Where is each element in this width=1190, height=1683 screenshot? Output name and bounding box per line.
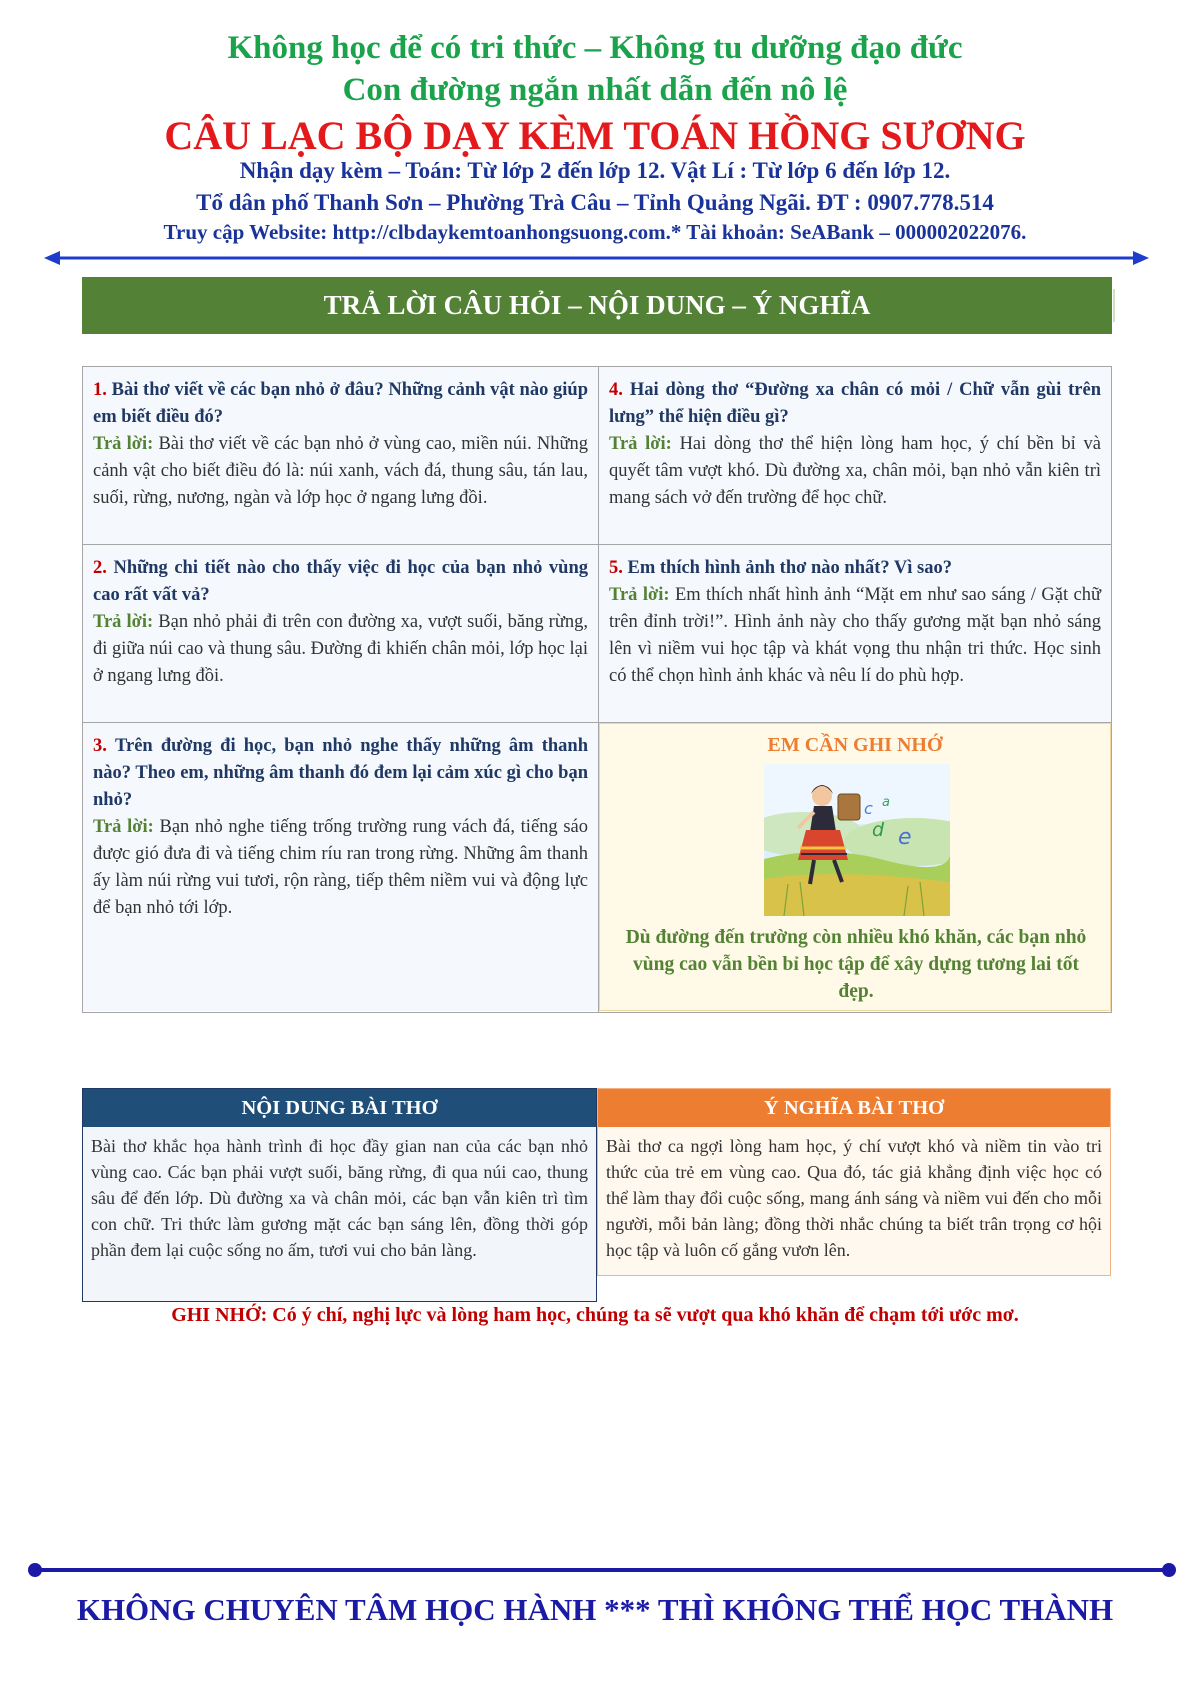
motto-line-2: Con đường ngắn nhất dẫn đến nô lệ [342,72,848,108]
question-text: Trên đường đi học, bạn nhỏ nghe thấy những âm thanh nào? Theo em, những âm thanh đó đem lại cảm xúc gì cho bạn nhỏ? [93,736,588,810]
section-banner [82,277,1112,334]
teaching-info: Nhận dạy kèm – Toán: Từ lớp 2 đến lớp 12. Vật Lí : Từ lớp 6 đến lớp 12. [239,158,951,183]
qa-cell-1 [83,367,598,544]
address-info: Tổ dân phố Thanh Sơn – Phường Trà Câu – Tỉnh Quảng Ngãi. ĐT : 0907.778.514 [196,190,994,215]
question-text: Bài thơ viết về các bạn nhỏ ở đâu? Những cảnh vật nào giúp em biết điều đó? [93,380,589,427]
answer-text: Bài thơ viết về các bạn nhỏ ở vùng cao, miền núi. Những cảnh vật cho biết điều đó là: núi xanh, vách đá, thung sâu, tán lau, suối, rừng, nương, ngàn và lớp học ở ngang lưng đồi. [93,434,589,508]
question-number: 1. [93,380,107,400]
banner-edge-mark [1113,289,1115,322]
club-title: CÂU LẠC BỘ DẠY KÈM TOÁN HỒNG SƯƠNG [164,113,1026,158]
remember-note [599,723,1111,1011]
answer-text: Bạn nhỏ nghe tiếng trống trường rung vách đá, tiếng sáo được gió đưa đi và tiếng chim ríu ran trong rừng. Những âm thanh ấy làm núi rừng vui tươi, rộn ràng, tiếp thêm niềm vui và động lực để bạn nhỏ tới lớp. [93,817,589,918]
qa-grid [82,366,1112,1013]
note-title: EM CẦN GHI NHỚ [767,734,943,756]
footer-motto: KHÔNG CHUYÊN TÂM HỌC HÀNH *** THÌ KHÔNG THỂ HỌC THÀNH [76,1592,1114,1627]
answer-text: Hai dòng thơ thể hiện lòng ham học, ý chí bền bỉ và quyết tâm vượt khó. Dù đường xa, chân mỏi, bạn nhỏ vẫn kiên trì mang sách vở đến trường để học chữ. [609,434,1102,508]
website-info: Truy cập Website: http://clbdaykemtoanhongsuong.com.* Tài khoản: SeABank – 000002022076. [163,220,1027,244]
footer-divider [28,1563,1176,1577]
question-number: 4. [609,380,623,400]
poem-content-box [82,1088,597,1302]
question-number: 3. [93,736,107,756]
answer-text: Em thích nhất hình ảnh “Mặt em như sao sáng / Gặt chữ trên đỉnh trời!”. Hình ảnh này cho thấy gương mặt bạn nhỏ sáng lên vì niềm vui học tập và khát vọng thu nhận tri thức. Học sinh có thể chọn hình ảnh khác và nêu lí do phù hợp. [609,585,1101,686]
poem-meaning-text: Bài thơ ca ngợi lòng ham học, ý chí vượt khó và niềm tin vào tri thức của trẻ em vùng cao. Qua đó, tác giả khẳng định việc học có thể làm thay đổi cuộc sống, mang ánh sáng và niềm vui đến cho mỗi người, mỗi bản làng; đồng thời nhắc chúng ta biết trân trọng cơ hội học tập và luôn cố gắng vươn lên. [598,1127,1110,1275]
poem-meaning-title: Ý NGHĨA BÀI THƠ [598,1089,1110,1127]
banner-title: TRẢ LỜI CÂU HỎI – NỘI DUNG – Ý NGHĨA [323,290,871,320]
question-text: Những chi tiết nào cho thấy việc đi học của bạn nhỏ vùng cao rất vất vả? [93,558,588,605]
answer-label: Trả lời: [93,434,154,454]
motto-line-1: Không học để có tri thức – Không tu dưỡng đạo đức [227,30,963,66]
question-number: 2. [93,558,107,578]
answer-label: Trả lời: [609,434,672,454]
poem-meaning-box [597,1088,1111,1276]
answer-label: Trả lời: [93,817,154,837]
girl-going-to-school-illustration [764,764,950,916]
qa-cell-2 [83,545,598,722]
poem-content-title: NỘI DUNG BÀI THƠ [83,1089,596,1127]
remember-line: GHI NHỚ: Có ý chí, nghị lực và lòng ham học, chúng ta sẽ vượt qua khó khăn để chạm tới ước mơ. [171,1304,1019,1326]
answer-label: Trả lời: [609,585,670,605]
qa-cell-5 [599,545,1111,722]
question-text: Hai dòng thơ “Đường xa chân có mỏi / Chữ vẫn gùi trên lưng” thể hiện điều gì? [609,380,1102,427]
poem-content-text: Bài thơ khắc họa hành trình đi học đầy gian nan của các bạn nhỏ vùng cao. Các bạn phải vượt suối, băng rừng, đi qua núi cao, thung sâu để đến lớp. Dù đường xa và chân mỏi, các bạn vẫn kiên trì tìm con chữ. Tri thức làm gương mặt các bạn sáng lên, đồng thời góp phần đem lại cuộc sống no ấm, tươi vui cho bản làng. [83,1127,596,1301]
svg-text:a: a [882,795,890,810]
svg-text:c: c [864,799,873,818]
answer-text: Bạn nhỏ phải đi trên con đường xa, vượt suối, băng rừng, đi giữa núi cao và thung sâu. Đường đi khiến chân mỏi, lớp học lại ở ngang lưng đồi. [93,612,588,686]
svg-text:d: d [872,819,885,841]
qa-cell-4 [599,367,1111,544]
double-arrow-divider [44,250,1149,266]
answer-label: Trả lời: [93,612,154,632]
question-text: Em thích hình ảnh thơ nào nhất? Vì sao? [627,558,953,578]
qa-cell-3 [83,723,598,1011]
question-number: 5. [609,558,623,578]
note-text: Dù đường đến trường còn nhiều khó khăn, các bạn nhỏ vùng cao vẫn bền bỉ học tập để xây dựng tương lai tốt đẹp. [625,927,1087,1002]
svg-text:e: e [898,825,912,850]
